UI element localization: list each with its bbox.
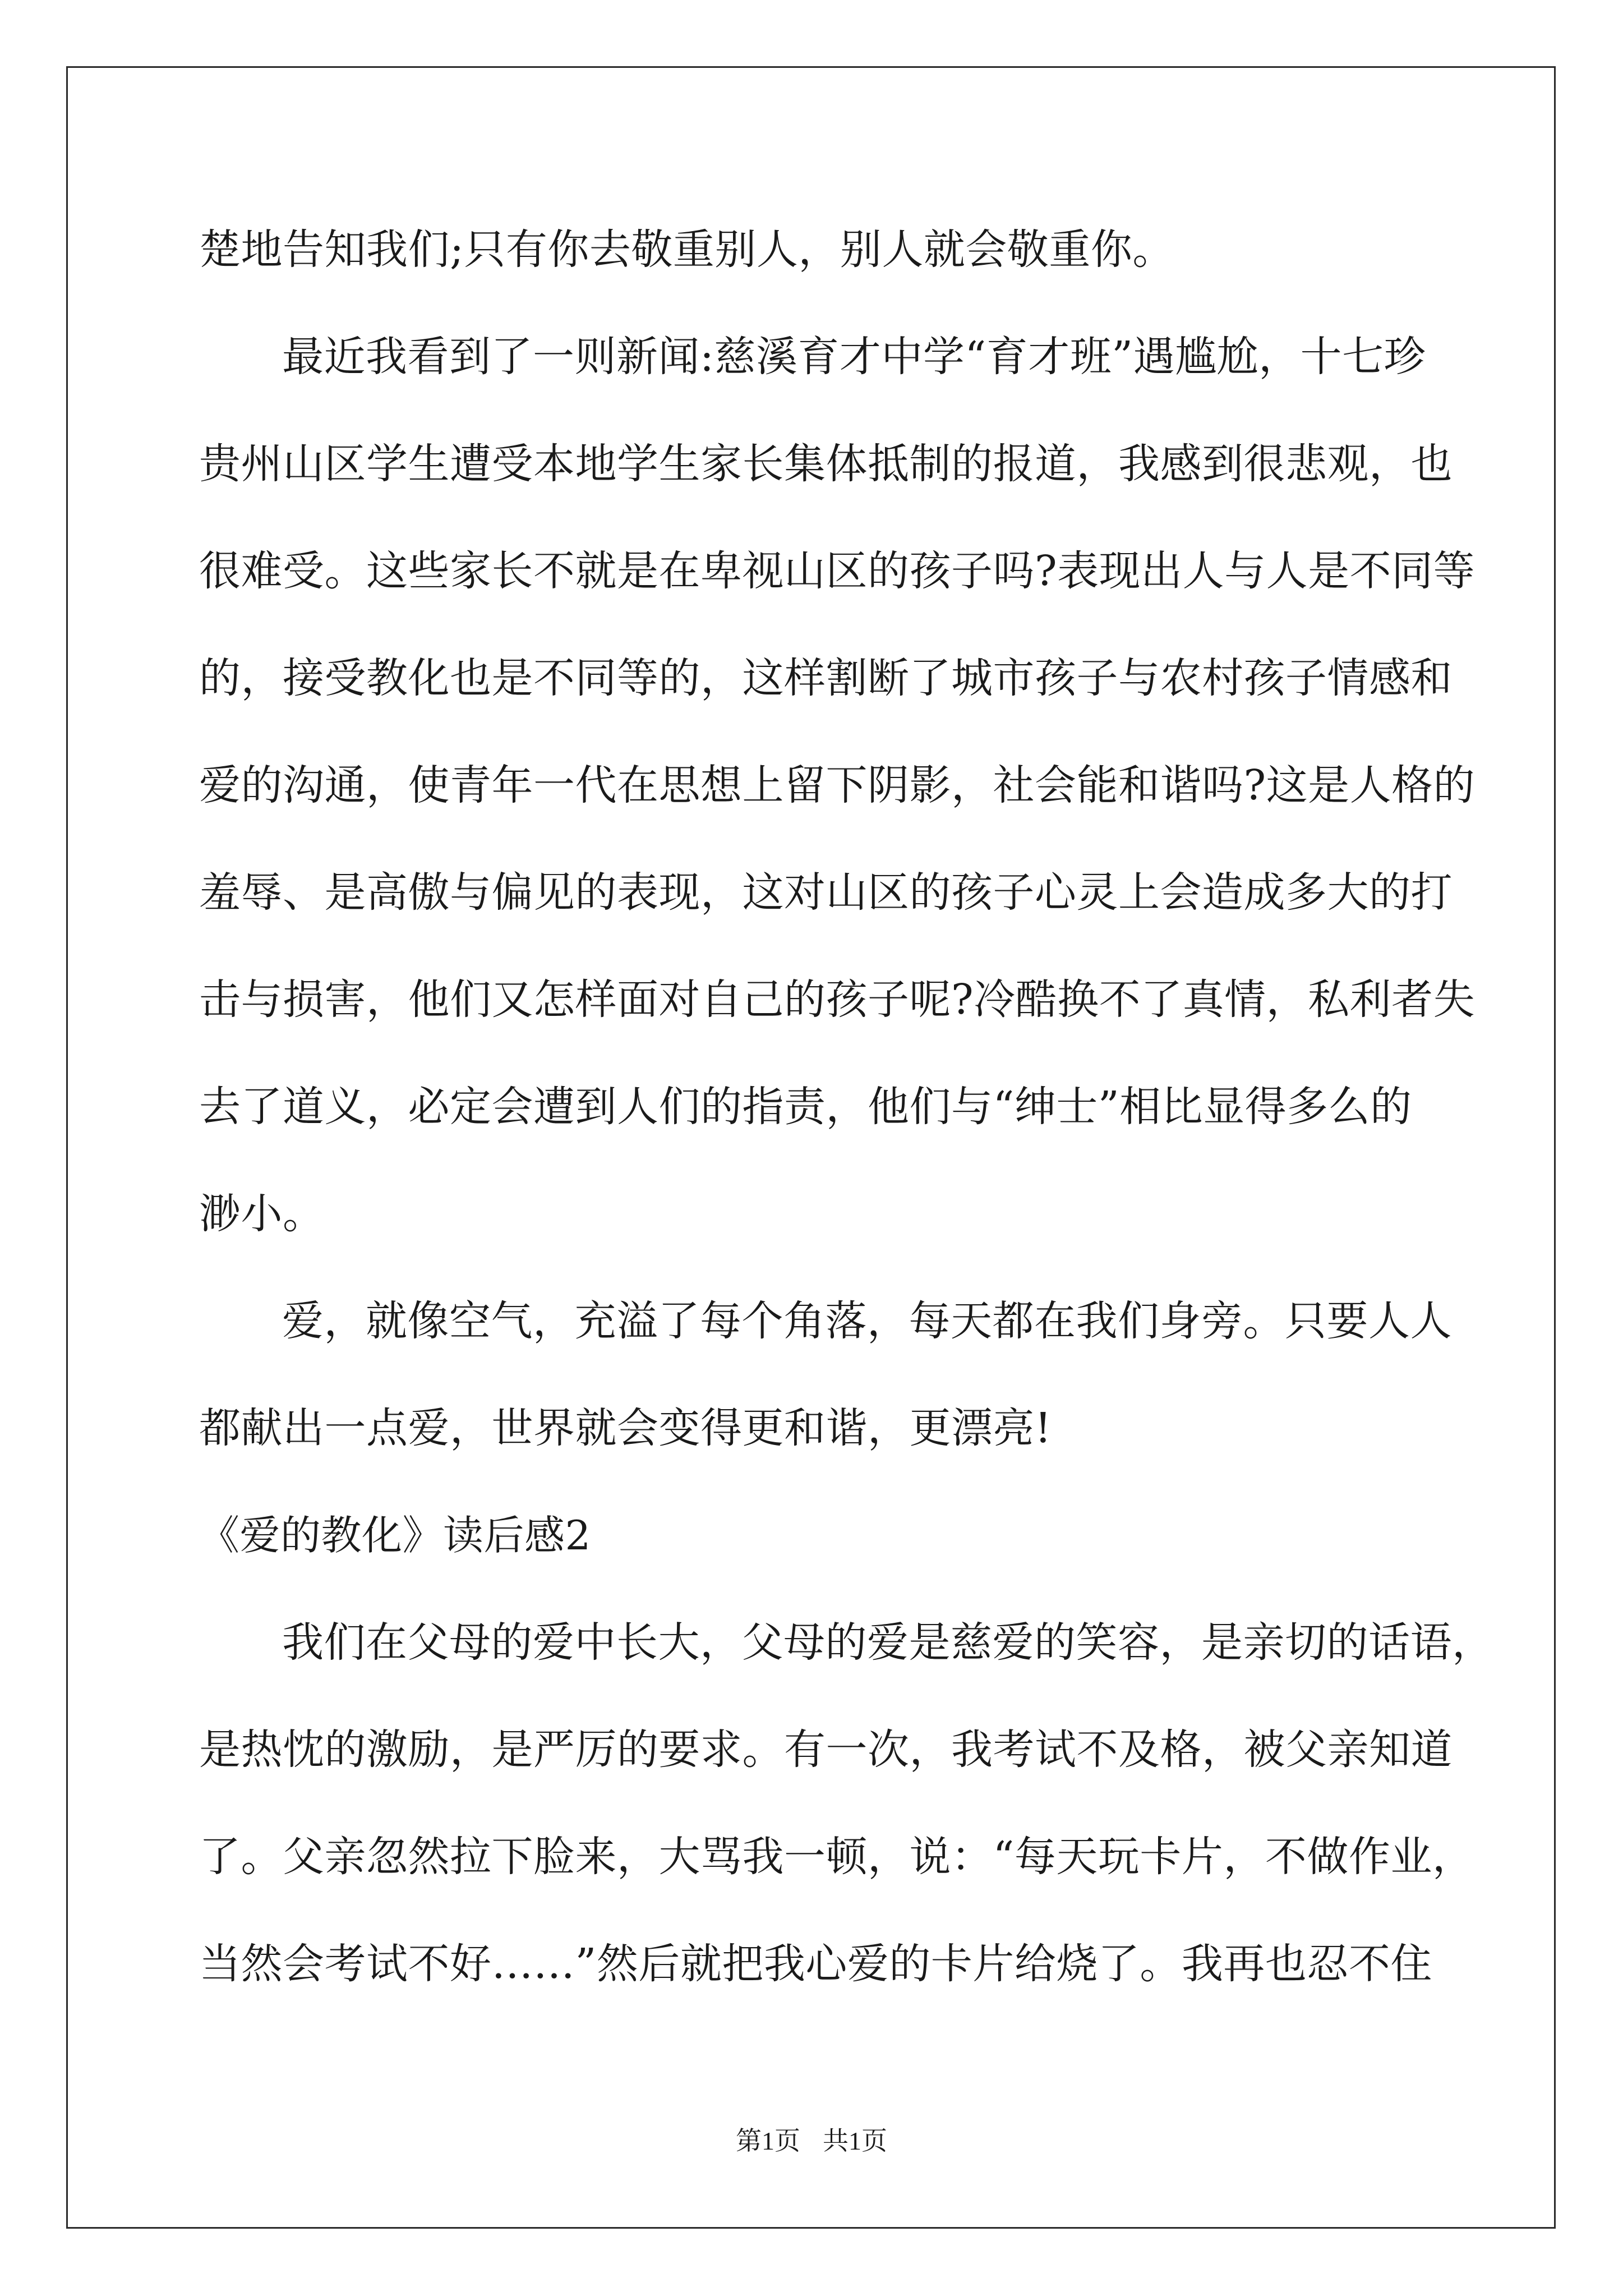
text-line: 楚地告知我们;只有你去敬重别人，别人就会敬重你。 [199,226,1174,274]
section-heading: 《爱的教化》读后感2 [199,1512,591,1559]
text-line: 渺小。 [199,1190,325,1238]
page-number-total: 共1页 [823,2127,887,2155]
text-line: 的，接受教化也是不同等的，这样割断了城市孩子与农村孩子情感和 [199,654,1453,702]
document-body [199,196,1494,2018]
text-line: 当然会考试不好……”然后就把我心爱的卡片给烧了。我再也忍不住 [199,1940,1432,1988]
page-number-current: 第1页 [736,2127,800,2155]
text-line: 都献出一点爱，世界就会变得更和谐，更漂亮! [199,1404,1052,1452]
text-line: 了。父亲忽然拉下脸来，大骂我一顿，说：“每天玩卡片，不做作业， [199,1833,1474,1881]
text-line: 爱的沟通，使青年一代在思想上留下阴影，社会能和谐吗?这是人格的 [199,761,1476,809]
text-line: 爱，就像空气，充溢了每个角落，每天都在我们身旁。只要人人 [282,1297,1452,1345]
text-line: 我们在父母的爱中长大，父母的爱是慈爱的笑容，是亲切的话语， [282,1618,1494,1667]
text-line: 贵州山区学生遭受本地学生家长集体抵制的报道，我感到很悲观，也 [199,440,1453,488]
text-line: 羞辱、是高傲与偏见的表现，这对山区的孩子心灵上会造成多大的打 [199,868,1453,917]
text-line: 是热忱的激励，是严厉的要求。有一次，我考试不及格，被父亲知道 [199,1726,1453,1774]
text-line: 很难受。这些家长不就是在卑视山区的孩子吗?表现出人与人是不同等 [199,547,1476,595]
text-line: 击与损害，他们又怎样面对自己的孩子呢?冷酷换不了真情，私利者失 [199,976,1476,1024]
text-line: 最近我看到了一则新闻:慈溪育才中学“育才班”遇尴尬，十七珍 [282,333,1426,381]
page-footer [0,2120,1623,2157]
text-line: 去了道义，必定会遭到人们的指责，他们与“绅士”相比显得多么的 [199,1083,1412,1131]
